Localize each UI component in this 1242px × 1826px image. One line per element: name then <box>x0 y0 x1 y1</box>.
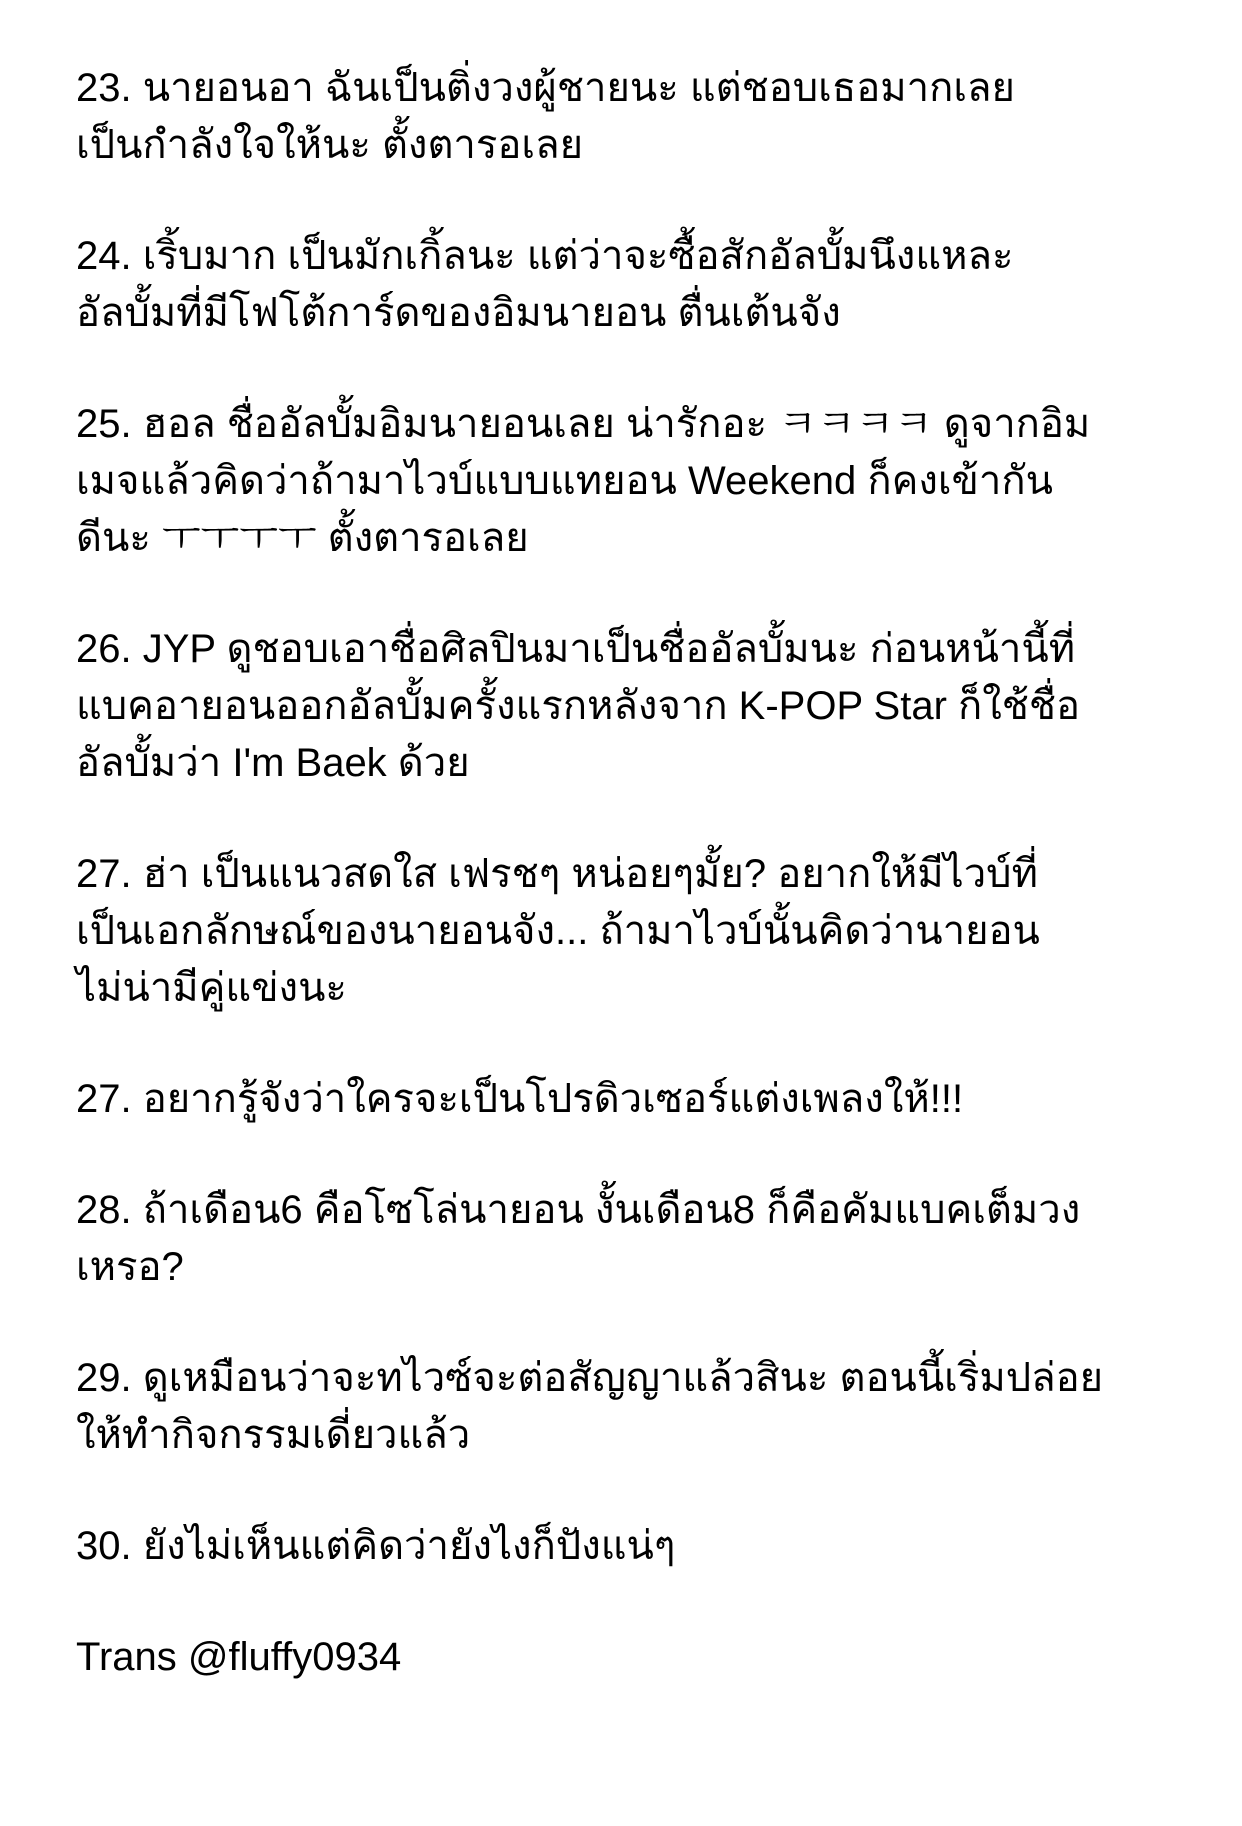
comment-23: 23. นายอนอา ฉันเป็นติ่งวงผู้ชายนะ แต่ชอบเธอมากเลย เป็นกำลังใจให้นะ ตั้งตารอเลย <box>76 66 1015 167</box>
comment-27-b: 27. อยากรู้จังว่าใครจะเป็นโปรดิวเซอร์แต่งเพลงให้!!! <box>76 1077 964 1121</box>
comment-27-a: 27. ฮ่า เป็นแนวสดใส เฟรชๆ หน่อยๆมั้ย? อยากให้มีไวบ์ที่ เป็นเอกลักษณ์ของนายอนจัง... ถ้ามาไวบ์นั้นคิดว่านายอน ไม่น่ามีคู่แข่งนะ <box>76 852 1040 1010</box>
translated-comments-document <box>76 60 1196 1686</box>
translator-credit: Trans @fluffy0934 <box>76 1635 402 1679</box>
comment-25: 25. ฮอล ชื่ออัลบั้มอิมนายอนเลย น่ารักอะ ㅋㅋㅋㅋ ดูจากอิม เมจแล้วคิดว่าถ้ามาไวบ์แบบแทยอน Weekend ก็คงเข้ากัน ดีนะ ㅜㅜㅜㅜ ตั้งตารอเลย <box>76 402 1091 560</box>
comment-30: 30. ยังไม่เห็นแต่คิดว่ายังไงก็ปังแน่ๆ <box>76 1524 676 1568</box>
comment-24: 24. เริ้บมาก เป็นมักเกิ้ลนะ แต่ว่าจะซื้อสักอัลบั้มนึงแหละ อัลบั้มที่มีโฟโต้การ์ดของอิมนายอน ตื่นเต้นจัง <box>76 234 1014 335</box>
comment-29: 29. ดูเหมือนว่าจะทไวซ์จะต่อสัญญาแล้วสินะ ตอนนี้เริ่มปล่อย ให้ทำกิจกรรมเดี่ยวแล้ว <box>76 1356 1104 1457</box>
comment-28: 28. ถ้าเดือน6 คือโซโล่นายอน งั้นเดือน8 ก็คือคัมแบคเต็มวง เหรอ? <box>76 1188 1081 1289</box>
comment-26: 26. JYP ดูชอบเอาชื่อศิลปินมาเป็นชื่ออัลบั้มนะ ก่อนหน้านี้ที่ แบคอายอนออกอัลบั้มครั้งแรกหลังจาก K-POP Star ก็ใช้ชื่อ อัลบั้มว่า I'm Baek ด้วย <box>76 627 1081 785</box>
